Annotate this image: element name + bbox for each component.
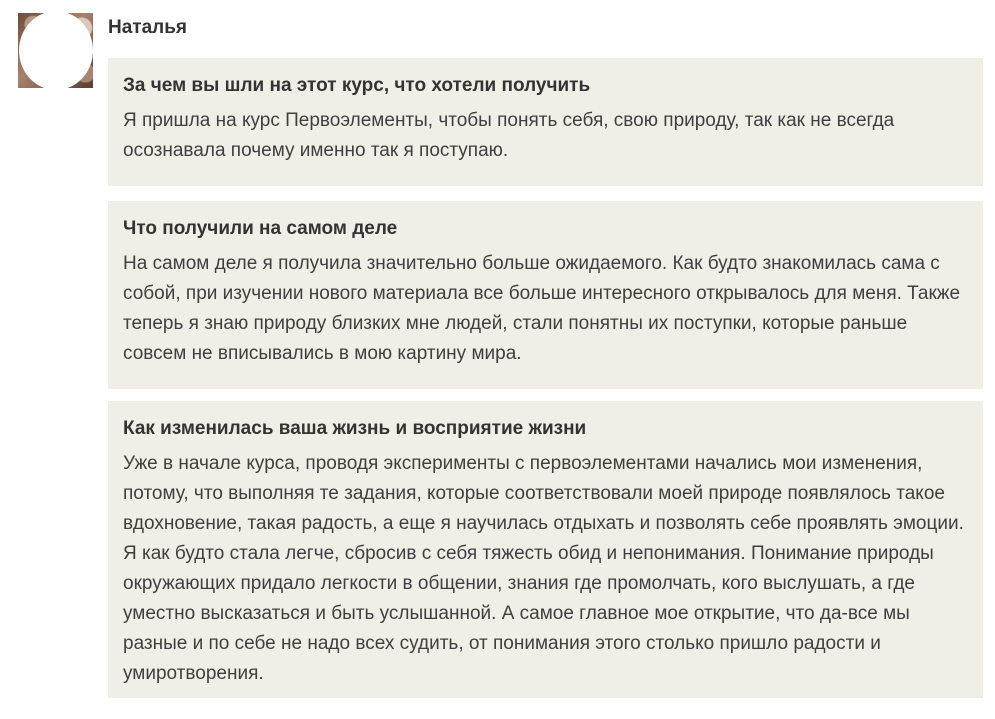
author-avatar (18, 13, 93, 88)
section-answer: Я пришла на курс Первоэлементы, чтобы понять себя, свою природу, так как не всегда осознавала почему именно так я поступаю. (123, 110, 895, 161)
section-answer: На самом деле я получила значительно больше ожидаемого. Как будто знакомилась сама с собой, при изучении нового материала все больше интересного открывалось для меня. Также теперь я знаю природу близких мне людей, стали понятны их поступки, которые раньше совсем не вписывались в мою картину мира. (123, 253, 961, 364)
section-question: За чем вы шли на этот курс, что хотели получить (123, 75, 591, 96)
section-question: Что получили на самом деле (123, 218, 398, 239)
section-question: Как изменилась ваша жизнь и восприятие жизни (123, 418, 587, 439)
avatar-circle-mask (19, 13, 93, 88)
author-name: Наталья (108, 17, 187, 38)
review-section-goal (108, 58, 983, 186)
review-section-life-change (108, 401, 983, 698)
section-answer: Уже в начале курса, проводя эксперименты с первоэлементами начались мои изменения, потому, что выполняя те задания, которые соответствовали моей природе появлялось такое вдохновение, такая радость, а еще я научилась отдыхать и позволять себе проявлять эмоции. Я как будто стала легче, сбросив с себя тяжесть обид и непонимания. Понимание природы окружающих придало легкости в общении, знания где промолчать, кого выслушать, а где уместно высказаться и быть услышанной. А самое главное мое открытие, что да-все мы разные и по себе не надо всех судить, от понимания этого столько пришло радости и умиротворения. (123, 453, 964, 684)
review-section-result (108, 201, 983, 389)
